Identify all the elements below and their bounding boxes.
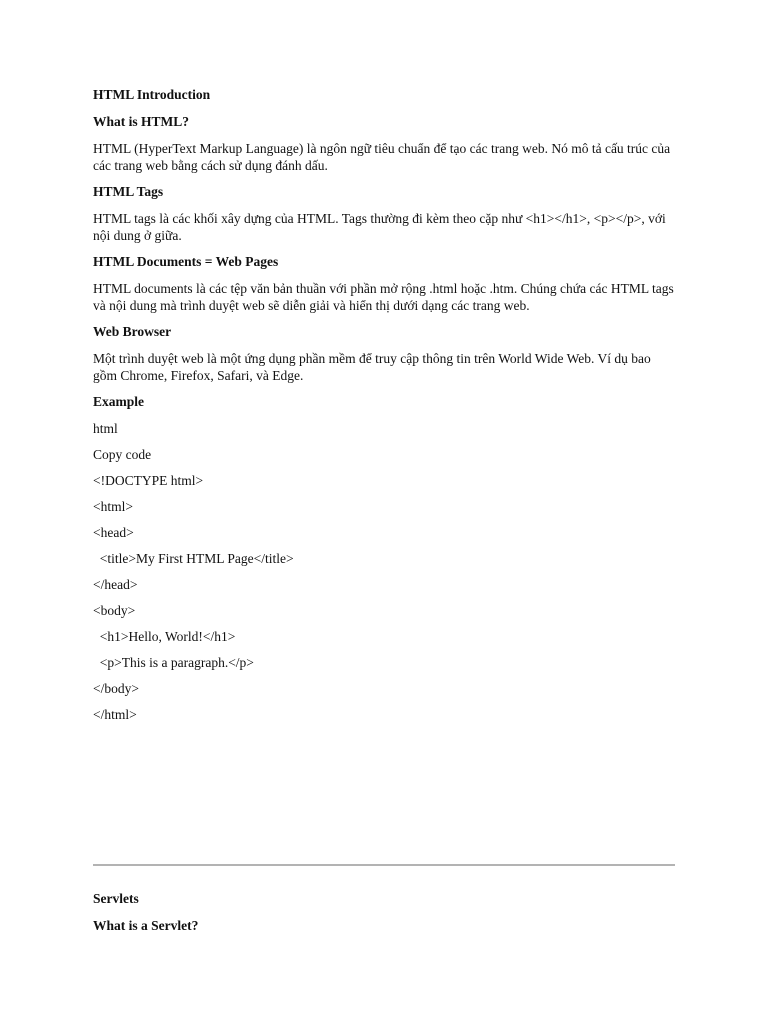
web-browser-heading: Web Browser: [93, 324, 172, 339]
html-documents-heading: HTML Documents = Web Pages: [93, 254, 279, 269]
code-line: </head>: [93, 577, 138, 592]
code-line: <h1>Hello, World!</h1>: [93, 629, 236, 644]
what-is-servlet-heading: What is a Servlet?: [93, 918, 199, 933]
section-title: HTML Introduction: [93, 87, 211, 102]
code-line: <head>: [93, 525, 134, 540]
web-browser-text: Một trình duyệt web là một ứng dụng phần mềm để truy cập thông tin trên World Wide Web. Ví dụ bao gồm Chrome, Firefox, Safari, và Edge.: [93, 351, 651, 383]
section-divider: [93, 864, 675, 866]
code-line: <p>This is a paragraph.</p>: [93, 655, 254, 670]
what-is-html-text: HTML (HyperText Markup Language) là ngôn ngữ tiêu chuẩn để tạo các trang web. Nó mô tả cấu trúc của các trang web bằng cách sử dụng đánh dấu.: [93, 141, 671, 173]
what-is-html-heading: What is HTML?: [93, 114, 190, 129]
servlets-title: Servlets: [93, 891, 139, 906]
code-line: </body>: [93, 681, 139, 696]
html-tags-heading: HTML Tags: [93, 184, 164, 199]
code-line: <title>My First HTML Page</title>: [93, 551, 294, 566]
code-line: <body>: [93, 603, 136, 618]
code-line: <html>: [93, 499, 133, 514]
servlets-section: [93, 890, 677, 944]
copy-code-button[interactable]: Copy code: [93, 447, 152, 462]
code-line: <!DOCTYPE html>: [93, 473, 204, 488]
document-page: [93, 86, 677, 732]
example-heading: Example: [93, 394, 145, 409]
code-block: [93, 472, 677, 723]
html-tags-text: HTML tags là các khối xây dựng của HTML. Tags thường đi kèm theo cặp như <h1></h1>, <p></p>, với nội dung ở giữa.: [93, 211, 666, 243]
code-language-label: html: [93, 421, 118, 436]
code-line: </html>: [93, 707, 137, 722]
html-documents-text: HTML documents là các tệp văn bản thuần với phần mở rộng .html hoặc .htm. Chúng chứa các HTML tags và nội dung mà trình duyệt web sẽ diễn giải và hiển thị dưới dạng các trang web.: [93, 281, 674, 313]
